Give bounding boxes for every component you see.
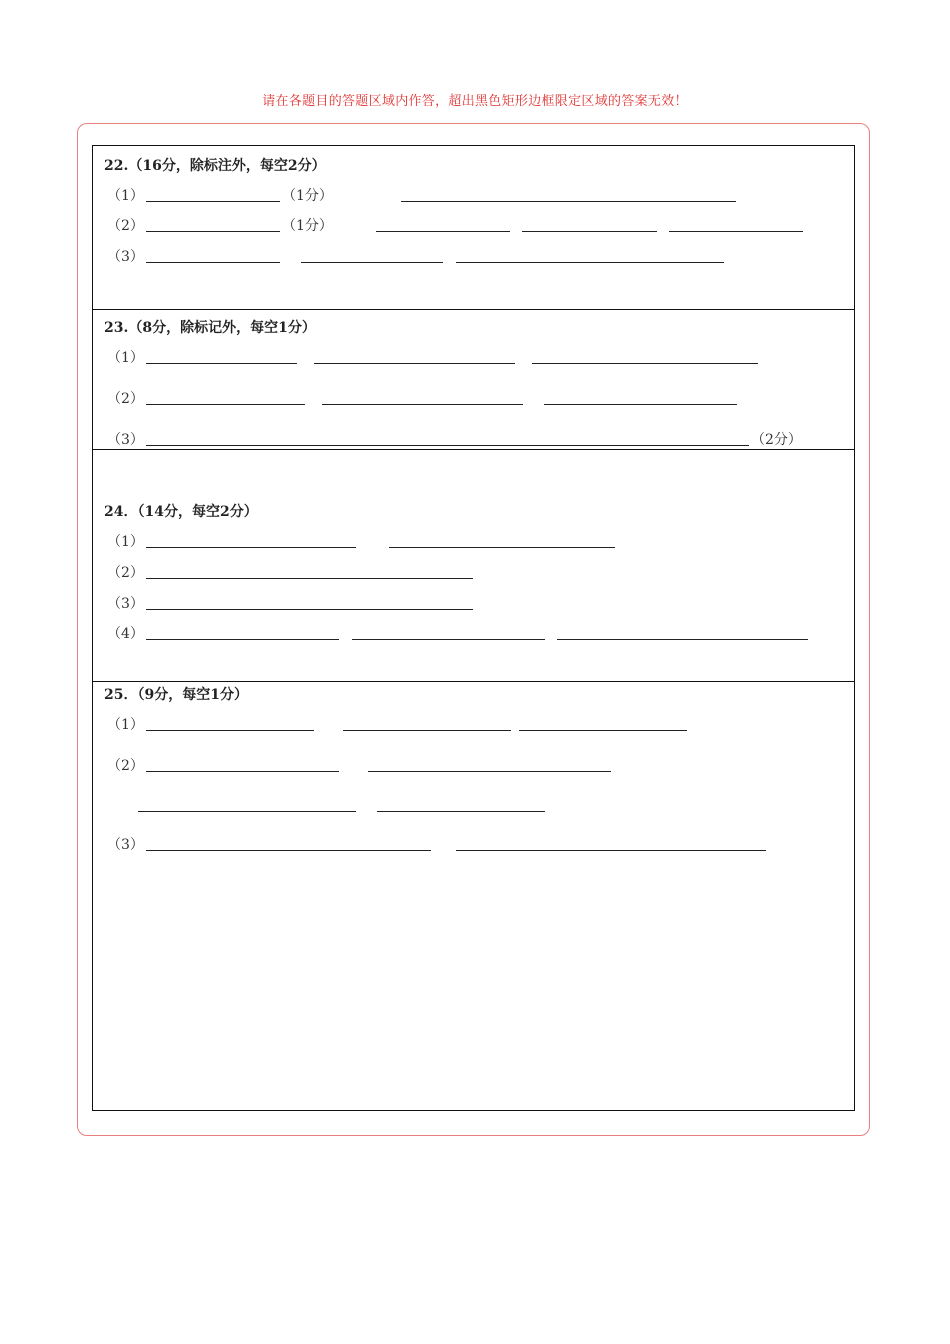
q24-answer-blank[interactable] bbox=[557, 639, 808, 640]
q24-part-4-label: （4） bbox=[107, 626, 144, 642]
q22-answer-blank[interactable] bbox=[456, 262, 724, 263]
q24-answer-blank[interactable] bbox=[146, 547, 356, 548]
q25-part-1-label: （1） bbox=[107, 717, 144, 733]
question-23-title: 23.（8分，除标记外，每空1分） bbox=[104, 320, 316, 336]
q22-answer-blank[interactable] bbox=[301, 262, 443, 263]
q22-part-3-label: （3） bbox=[107, 249, 144, 265]
q24-answer-blank[interactable] bbox=[352, 639, 545, 640]
q22-answer-blank[interactable] bbox=[146, 262, 280, 263]
q22-part-1-score: （1分） bbox=[282, 188, 333, 204]
q23-answer-blank[interactable] bbox=[146, 404, 305, 405]
q22-part-2-score: （1分） bbox=[282, 218, 333, 234]
q25-answer-blank[interactable] bbox=[377, 811, 545, 812]
q23-part-2-label: （2） bbox=[107, 391, 144, 407]
q22-answer-blank[interactable] bbox=[146, 201, 280, 202]
q23-part-3-label: （3） bbox=[107, 432, 144, 448]
section-divider bbox=[92, 681, 855, 682]
q24-answer-blank[interactable] bbox=[146, 609, 473, 610]
question-22-title: 22.（16分，除标注外，每空2分） bbox=[104, 158, 326, 174]
q22-answer-blank[interactable] bbox=[376, 231, 510, 232]
q23-part-3-score: （2分） bbox=[751, 432, 802, 448]
answer-box-border bbox=[92, 145, 855, 1111]
q25-answer-blank[interactable] bbox=[456, 850, 766, 851]
q25-answer-blank[interactable] bbox=[146, 730, 314, 731]
answer-area-warning: 请在各题目的答题区域内作答，超出黑色矩形边框限定区域的答案无效！ bbox=[262, 94, 688, 109]
q23-part-1-label: （1） bbox=[107, 350, 144, 366]
q23-answer-blank[interactable] bbox=[322, 404, 523, 405]
q25-part-2-label: （2） bbox=[107, 758, 144, 774]
q24-answer-blank[interactable] bbox=[389, 547, 615, 548]
q25-answer-blank[interactable] bbox=[146, 771, 339, 772]
q23-answer-blank[interactable] bbox=[314, 363, 515, 364]
q22-part-2-label: （2） bbox=[107, 218, 144, 234]
q22-answer-blank[interactable] bbox=[401, 201, 736, 202]
q22-part-1-label: （1） bbox=[107, 188, 144, 204]
q25-answer-blank[interactable] bbox=[368, 771, 611, 772]
q24-part-3-label: （3） bbox=[107, 596, 144, 612]
q24-answer-blank[interactable] bbox=[146, 578, 473, 579]
q25-answer-blank[interactable] bbox=[343, 730, 511, 731]
q25-part-3-label: （3） bbox=[107, 837, 144, 853]
section-divider bbox=[92, 449, 855, 450]
q24-answer-blank[interactable] bbox=[146, 639, 339, 640]
q22-answer-blank[interactable] bbox=[522, 231, 657, 232]
q25-answer-blank[interactable] bbox=[138, 811, 356, 812]
q23-answer-blank[interactable] bbox=[146, 445, 749, 446]
question-25-title: 25．（9分，每空1分） bbox=[104, 687, 248, 703]
section-divider bbox=[92, 309, 855, 310]
q22-answer-blank[interactable] bbox=[669, 231, 803, 232]
q23-answer-blank[interactable] bbox=[146, 363, 297, 364]
q24-part-2-label: （2） bbox=[107, 565, 144, 581]
q23-answer-blank[interactable] bbox=[544, 404, 737, 405]
q25-answer-blank[interactable] bbox=[146, 850, 431, 851]
q25-answer-blank[interactable] bbox=[519, 730, 687, 731]
question-24-title: 24．（14分，每空2分） bbox=[104, 504, 258, 520]
q24-part-1-label: （1） bbox=[107, 534, 144, 550]
q22-answer-blank[interactable] bbox=[146, 231, 280, 232]
q23-answer-blank[interactable] bbox=[532, 363, 758, 364]
